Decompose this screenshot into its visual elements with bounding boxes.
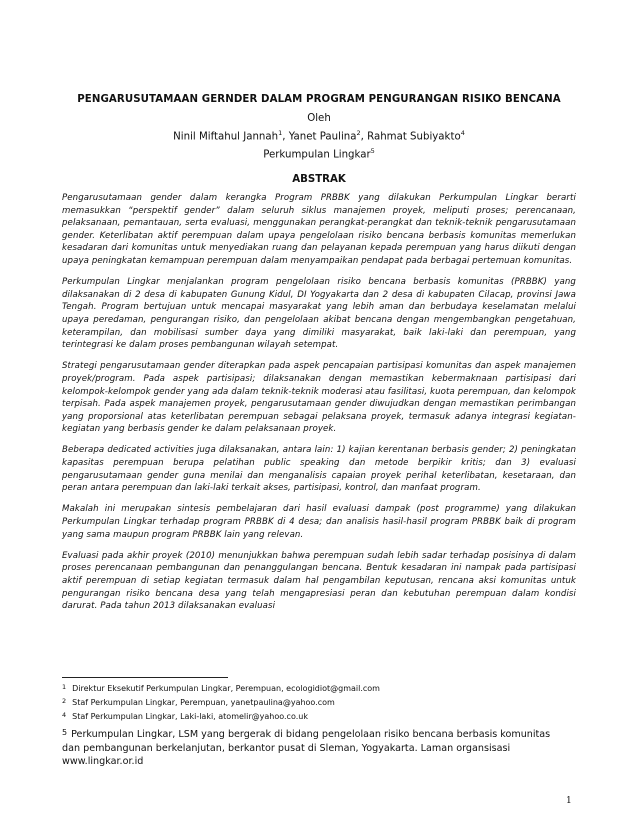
footnote-4-text: Staf Perkumpulan Lingkar, Laki-laki, atomelir@yahoo.co.uk (72, 712, 308, 721)
footnote-1-text: Direktur Eksekutif Perkumpulan Lingkar, Perempuan, ecologidiot@gmail.com (72, 684, 380, 693)
footnote-rule (62, 677, 228, 678)
author-3-sup: 4 (460, 129, 465, 137)
author-2: , Yanet Paulina (282, 131, 357, 143)
abstract-paragraph: Perkumpulan Lingkar menjalankan program pengelolaan risiko bencana berbasis komunitas (PRBBK) yang dilaksanakan di 2 desa di kabupaten Gunung Kidul, DI Yogyakarta dan 2 desa di kabupaten Cilacap, provinsi Jawa Tengah. Program bertujuan untuk mencapai masyarakat yang lebih aman dan berbudaya keselamatan melalui upaya peredaman, pengurangan risiko, dan pengelolaan akibat bencana dengan mengembangkan pengetahuan, keterampilan, dan mobilisasi sumber daya yang dimiliki masyarakat, baik laki-laki dan perempuan, yang terintegrasi ke dalam proses pembangunan wilayah setempat. (62, 277, 576, 351)
organization-sup: 5 (370, 147, 375, 156)
footnote-2-text: Staf Perkumpulan Lingkar, Perempuan, yanetpaulina@yahoo.com (72, 698, 335, 707)
footnote-2 (62, 695, 576, 709)
footnote-4-number: 4 (62, 711, 67, 719)
organization (62, 144, 576, 162)
abstract-paragraph: Evaluasi pada akhir proyek (2010) menunjukkan bahwa perempuan sudah lebih sadar terhadap posisinya di dalam proses perencanaan pembangunan dan penanggulangan bencana. Bentuk kesadaran ini nampak pada partisipasi aktif perempuan di setiap kegiatan termasuk dalam hal pengambilan keputusan, rencana aksi komunitas untuk pengurangan risiko bencana desa yang telah mengapresiasi peran dan kebutuhan perempuan dalam kondisi darurat. Pada tahun 2013 dilaksanakan evaluasi (62, 550, 576, 612)
oleh-label: Oleh (307, 113, 331, 124)
footnote-5-number: 5 (62, 728, 68, 737)
footnote-2-number: 2 (62, 697, 67, 705)
authors (62, 126, 576, 144)
footnote-5-link[interactable]: www.lingkar.or.id (62, 756, 144, 768)
page-number: 1 (566, 796, 572, 806)
footnote-5-line-1-text: Perkumpulan Lingkar, LSM yang bergerak di bidang pengelolaan risiko bencana berbasis komunitas (71, 729, 551, 740)
abstract-paragraph: Beberapa dedicated activities juga dilaksanakan, antara lain: 1) kajian kerentanan berbasis gender; 2) peningkatan kapasitas perempuan berupa pelatihan public speaking dan metode berpikir kritis; dan 3) evaluasi pengarusutamaan gender guna menilai dan menganalisis capaian proyek perihal keterlibatan, kesetaraan, dan peran antara perempuan dan laki-laki terkait akses, partisipasi, kontrol, dan manfaat program. (62, 445, 576, 494)
author-1-sup: 1 (278, 129, 283, 137)
abstract-paragraph: Strategi pengarusutamaan gender diterapkan pada aspek pencapaian partisipasi komunitas dan aspek manajemen proyek/program. Pada aspek partisipasi; dilaksanakan dengan memastikan kebermaknaan partisipasi dari kelompok-kelompok gender yang ada dalam teknik-teknik moderasi atau fasilitasi, kuota perempuan, dan kelompok terpisah. Pada aspek manajemen proyek, pengarusutamaan gender diwujudkan dengan memastikan perimbangan yang proporsional atas keterlibatan perempuan sebagai pelaksana proyek, termasuk adanya integrasi kegiatan-kegiatan yang berbasis gender ke dalam pelaksanaan proyek. (62, 361, 576, 435)
abstract-heading: ABSTRAK (292, 174, 346, 185)
organization-name: Perkumpulan Lingkar (263, 149, 371, 161)
author-3: , Rahmat Subiyakto (360, 131, 461, 143)
author-1: Ninil Miftahul Jannah (173, 131, 279, 143)
footnote-4 (62, 709, 576, 723)
byline (62, 111, 576, 163)
paper-title: PENGARUSUTAMAAN GERNDER DALAM PROGRAM PENGURANGAN RISIKO BENCANA (77, 94, 561, 105)
abstract-paragraph: Pengarusutamaan gender dalam kerangka Program PRBBK yang dilakukan Perkumpulan Lingkar berarti memasukkan “perspektif gender” dalam seluruh siklus manajemen proyek, meliputi proses; perencanaan, pelaksanaan, pemantauan, serta evaluasi, menggunakan perangkat-perangkat dan teknik-teknik pengarusutamaan gender. Keterlibatan aktif perempuan dalam upaya pengelolaan risiko bencana berbasis komunitas memerlukan kesadaran dari komunitas untuk menyediakan ruang dan pelayanan kepada perempuan yang harus diikuti dengan upaya peningkatan kemampuan perempuan dalam menyampaikan pendapat pada berbagai pertemuan komunitas. (62, 193, 576, 266)
footnote-1 (62, 681, 576, 695)
footnote-5-line-2: dan pembangunan berkelanjutan, berkantor pusat di Sleman, Yogyakarta. Laman organsisasi (62, 742, 511, 754)
abstract-paragraph: Makalah ini merupakan sintesis pembelajaran dari hasil evaluasi dampak (post programme) yang dilakukan Perkumpulan Lingkar terhadap program PRBBK di 4 desa; dan analisis hasil-hasil program PRBBK baik di program yang sama maupun program PRBBK lain yang relevan. (62, 504, 576, 540)
abstract-body (62, 192, 576, 621)
footnotes (62, 681, 576, 769)
footnote-1-number: 1 (62, 683, 67, 691)
footnote-5 (62, 726, 576, 769)
author-2-sup: 2 (356, 129, 361, 137)
footnote-5-line-1 (62, 726, 576, 742)
